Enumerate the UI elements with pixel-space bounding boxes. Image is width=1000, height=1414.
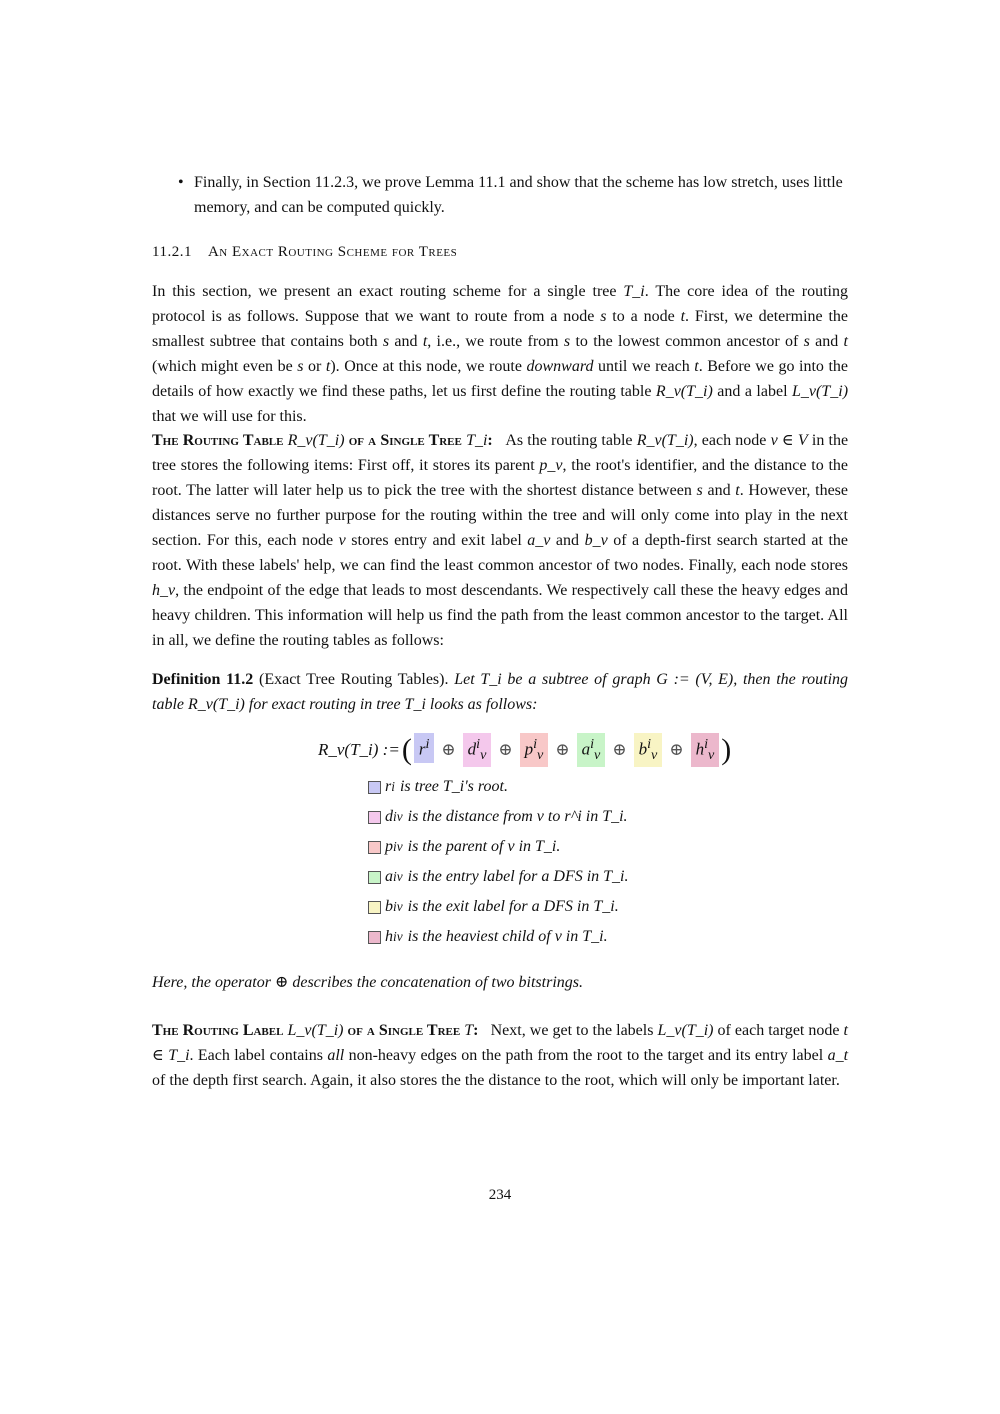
math-at: a_t [827,1047,849,1064]
math-hv: h_v [152,582,176,599]
math-v: v [338,532,346,549]
page-number: 234 [488,1187,512,1203]
text-run: , then the routing table [152,671,849,713]
oplus-operator: ⊕ [669,739,684,759]
math-rv: R_v(T_i) [655,383,713,400]
text-run: , the root's identifier, and the distance to the root. The latter will later help us to pick the tree with the shortest distance between [152,457,848,499]
formula-term-d [463,733,492,767]
math-av: a_v [527,532,551,549]
bullet-marker: • [178,174,184,191]
legend-description: is the entry label for a DFS in T_i. [407,868,629,885]
term-symbol: d [467,739,477,759]
definition-block [152,667,848,717]
term-symbol: p [524,739,534,759]
math-rv: R_v(T_i) [287,432,345,449]
formula-close-paren: ) [721,733,732,766]
text-run: to the lowest common ancestor of [570,333,804,350]
math-v-in-V: v ∈ V [770,432,808,449]
oplus-operator: ⊕ [555,739,570,759]
text-run: to a node [606,308,681,325]
text-run: and [702,482,736,499]
text-run: of the depth first search. Again, it also stores the the distance to the root, which will only be important later. [152,1072,840,1089]
legend-subscript: v [396,839,403,854]
paragraph-heading: of a Single Tree [344,432,467,449]
text-run: . However, these distances serve no further purpose for the routing within the tree and will only come into play in the next section. For this, each node [152,482,849,549]
text-run: that we will use for this. [152,408,307,425]
math-ti: T_i [404,696,426,713]
term-superscript: i [533,735,538,752]
text-run: and [809,333,844,350]
text-run: or [303,358,326,375]
definition-label: Definition 11.2 [152,671,254,688]
legend-symbol: b [385,898,393,915]
text-run: Let [454,671,481,688]
section-title: An Exact Routing Scheme for Trees [207,244,458,260]
routing-table-paragraph [152,428,848,653]
text-run: (which might even be [152,358,298,375]
math-s: s [600,308,607,325]
text-run: , the endpoint of the edge that leads to most descendants. We respectively call these the heavy edges and heavy children. This information will help us find the path from the least common ancestor to the target. All in all, we define the routing tables as follows: [152,582,848,649]
legend-row-b [368,892,629,922]
math-graph: G := (V, E) [656,671,734,688]
text-run: As the routing table [505,432,637,449]
legend-symbol: r [385,778,392,795]
term-superscript: i [704,735,708,752]
term-subscript: v [708,747,715,764]
emph-all: all [327,1047,345,1064]
math-bv: b_v [584,532,608,549]
text-run: ). Once at this node, we route [330,358,527,375]
legend-symbol: h [385,928,393,945]
term-symbol: b [638,739,648,759]
text-run: . Before we go into the details of how exactly we find these paths, let us first define the routing table [152,358,849,400]
legend-row-d [368,802,629,832]
heading-colon: : [487,432,493,449]
legend-swatch [368,901,381,914]
text-run: and a label [712,383,793,400]
term-superscript: i [476,735,481,752]
math-s: s [297,358,304,375]
bullet-item [178,170,848,220]
definition-name: (Exact Tree Routing Tables). [259,671,449,688]
legend-swatch [368,871,381,884]
math-ti: T_i [480,671,502,688]
legend-subscript: v [396,869,403,884]
bullet-text: Finally, in Section 11.2.3, we prove Lemma 11.1 and show that the scheme has low stretch, uses little memory, and can be computed quickly. [194,174,843,216]
text-run: , each node [693,432,771,449]
legend-superscript: i [393,929,397,944]
text-run: looks as follows: [425,696,538,713]
legend-symbol: a [385,868,393,885]
paragraph-heading: The Routing Label [152,1022,288,1039]
math-lv: L_v(T_i) [287,1022,344,1039]
math-t: t [325,358,331,375]
text-run: and [389,333,423,350]
legend-row-h [368,922,629,952]
math-ti: T_i [466,432,488,449]
intro-paragraph [152,279,848,429]
legend-symbol: p [385,838,393,855]
term-subscript: v [537,747,544,764]
formula-terms [414,733,719,767]
legend-swatch [368,811,381,824]
legend-swatch [368,781,381,794]
paragraph-heading: The Routing Table [152,432,288,449]
math-t: t [422,333,428,350]
math-s: s [563,333,571,350]
text-run: and [550,532,585,549]
math-s: s [382,333,390,350]
formula-lhs: R_v(T_i) := [318,740,400,759]
text-run: . Each label contains [189,1047,328,1064]
text-run: non-heavy edges on the path from the root to the target and its entry label [344,1047,828,1064]
paragraph-heading: of a Single Tree [343,1022,465,1039]
legend-description: is the parent of v in T_i. [407,838,561,855]
math-lv: L_v(T_i) [657,1022,714,1039]
formula-term-r [414,733,435,763]
operator-note-text: Here, the operator ⊕ describes the concatenation of two bitstrings. [152,974,583,991]
text-run: , i.e., we route from [427,333,564,350]
term-subscript: v [480,747,487,764]
text-run: be a subtree of graph [501,671,657,688]
formula-term-p [520,733,549,767]
emph-downward: downward [526,358,594,375]
math-t: t [843,333,848,350]
legend-symbol: d [385,808,393,825]
formula-term-a [577,733,606,767]
legend-subscript: v [396,929,403,944]
legend-description: is tree T_i's root. [399,778,508,795]
term-subscript: v [594,747,601,764]
legend-description: is the exit label for a DFS in T_i. [407,898,619,915]
term-symbol: r [418,739,426,759]
legend-subscript: v [396,899,403,914]
math-rv: R_v(T_i) [188,696,245,713]
legend-swatch [368,841,381,854]
term-symbol: h [695,739,705,759]
legend-superscript: i [393,809,397,824]
formula-legend [368,772,629,952]
legend-swatch [368,931,381,944]
term-superscript: i [590,735,595,752]
formula-term-h [691,733,720,767]
math-t: t [680,308,686,325]
term-subscript: v [651,747,658,764]
legend-superscript: i [393,899,397,914]
text-run: for exact routing in tree [244,696,405,713]
section-heading [152,244,457,261]
text-run: stores entry and exit label [345,532,528,549]
math-pv: p_v [539,457,563,474]
text-run: in the tree stores the following items: First off, it stores its parent [152,432,849,474]
legend-superscript: i [391,779,395,794]
legend-superscript: i [393,869,397,884]
legend-description: is the distance from v to r^i in T_i. [407,808,628,825]
legend-row-r [368,772,629,802]
text-run: . First, we determine the smallest subtree that contains both [152,308,849,350]
math-t-in-ti: t ∈ T_i [152,1022,848,1064]
routing-table-formula [318,733,733,767]
formula-open-paren: ( [401,733,412,766]
routing-label-paragraph [152,1018,848,1093]
math-ti: T_i [623,283,645,300]
term-superscript: i [425,735,430,752]
math-t: t [735,482,740,499]
term-superscript: i [647,735,652,752]
heading-colon: : [473,1022,479,1039]
legend-subscript: v [396,809,403,824]
math-t: t [694,358,699,375]
text-run: . The core idea of the routing protocol is as follows. Suppose that we want to route from a node [152,283,849,325]
text-run: of a depth-first search started at the root. With these labels' help, we can find the least common ancestor of two nodes. Finally, each node stores [152,532,848,574]
oplus-operator: ⊕ [498,739,513,759]
text-run: until we reach [593,358,695,375]
oplus-operator: ⊕ [441,739,456,759]
legend-description: is the heaviest child of v in T_i. [407,928,608,945]
formula-term-b [634,733,663,767]
text-run: In this section, we present an exact routing scheme for a single tree [152,283,624,300]
math-rv: R_v(T_i) [636,432,694,449]
legend-row-p [368,832,629,862]
text-run: of each target node [713,1022,844,1039]
math-t: T [464,1022,474,1039]
operator-note [152,970,848,995]
math-s: s [696,482,703,499]
math-s: s [803,333,810,350]
math-lv: L_v(T_i) [792,383,849,400]
term-symbol: a [581,739,591,759]
oplus-operator: ⊕ [612,739,627,759]
text-run: Next, we get to the labels [490,1022,658,1039]
section-number: 11.2.1 [152,244,192,260]
legend-row-a [368,862,629,892]
legend-superscript: i [393,839,397,854]
